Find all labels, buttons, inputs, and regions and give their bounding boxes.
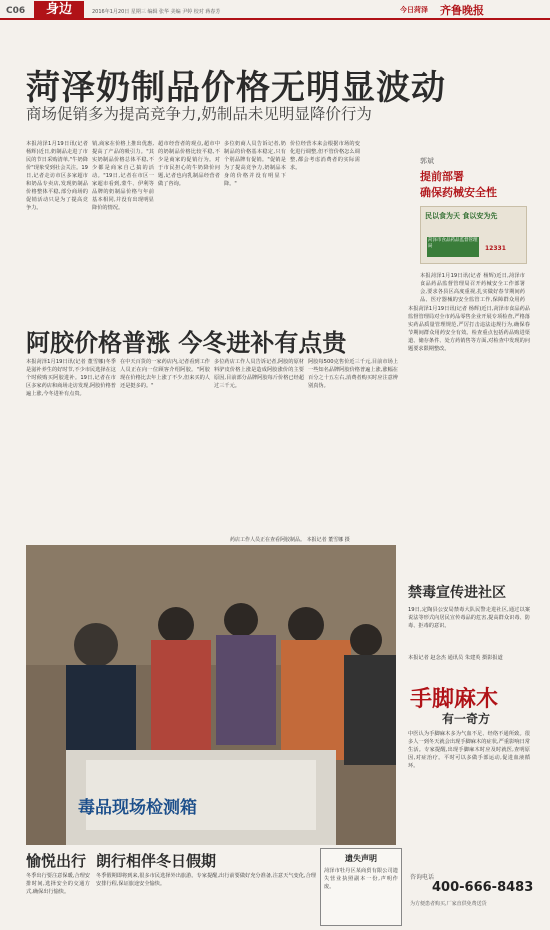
section-tag [34,1,84,19]
ad-feet-phone: 400-666-8483 [432,880,534,895]
leisure-body: 冬季出行要注意保暖,合理安排时间,选择安全的交通方式,确保出行愉快。 [26,873,90,895]
story-ejiao-col2: 在中天百货的一家药店内,记者看到工作人员正在向一位顾客介绍阿胶。"阿胶现在价格比去年上涨了不少,但来买的人还是挺多的。" [120,359,210,389]
leisure-title: 愉悦出行 [26,852,87,870]
brand-small: 今日菏泽 [400,6,428,14]
notice-body: 菏泽市牡丹区某商贸有限公司遗失营业执照副本一份,声明作废。 [324,868,398,890]
date-info: 2016年1月20日 星期三 编辑 张华 美编 尹婷 校对 蒋春芳 [92,9,221,15]
photo-sign: 毒品现场检测箱 [78,798,197,818]
story-milk-title: 菏泽奶制品价格无明显波动 [26,68,446,108]
anti-drug-author: 本报记者 赵念杰 通讯员 朱建英 摄影报道 [408,655,503,661]
ad-feet-title: 手脚麻木 [410,686,499,712]
notice-title: 遗失声明 [345,854,377,863]
story-ejiao-col3: 多位药店工作人员告诉记者,阿胶的原材料驴皮价格上涨是造成阿胶涨价的主要原因,目前部分品牌阿胶每斤价格已经超过三千元。 [214,359,304,389]
notice-box [320,848,402,926]
sidebar-badge-text: 菏泽市食品药品监督管理局 [428,238,478,249]
story-milk-col3: 超市经营者的观点,超市中的奶制品价格比较平稳,不少是商家的促销行为。对于市民担心的牛奶降价问题,记者也向乳制品经营者做了咨询。 [158,141,220,187]
anti-drug-title: 禁毒宣传进社区 [408,585,506,601]
sidebar-hotline: 12331 [485,245,506,252]
photo-caption: 药店工作人员正在查看阿胶制品。 本报记者 董雪娜 摄 [230,537,350,543]
story-milk-col4: 多位奶商人员告诉记者,奶制品的价格基本稳定,只有个别品牌有促销。"促销是为了提高竞争力,奶制品本身的价格并没有明显下降。" [224,141,286,187]
story-ejiao-col4: 阿胶每500克售价近三千元,目前市场上一些知名品牌阿胶价格普遍上涨,涨幅在百分之十五左右,消费者购买时应注意辨别真伪。 [308,359,398,389]
sidebar-author: 郭斌 [420,157,434,165]
travel-body: 冬季假期即将到来,很多市民选择外出旅游。专家提醒,出行前要做好充分准备,注意天气变化,合理安排行程,保证旅途安全愉快。 [96,873,316,887]
sidebar-slogan: 民以食为天 食以安为先 [425,212,498,220]
story-ejiao-title: 阿胶价格普涨 今冬进补有点贵 [26,328,347,357]
story-ejiao-col1: 本报菏泽1月19日讯(记者 董雪娜)冬季是滋补养生的好时节,不少市民选择在这个时候购买阿胶进补。19日,记者在市区多家药店和商场走访发现,阿胶价格普遍上涨,今冬进补有点贵。 [26,359,116,397]
page-number: C06 [6,6,26,16]
news-photo [26,545,396,845]
ad-feet-note: 为方便患者购买,厂家直供免费送货 [410,901,487,907]
sidebar-illustration [420,206,527,264]
sidebar-badge [427,237,479,257]
sidebar-body: 本报菏泽1月19日讯(记者 杨辉)近日,菏泽市食品药品监督管理局召开药械安全工作部署会,要求各县区高度重视,扎实做好春节期间药品、医疗器械的安全监管工作,保障群众用药 [420,273,525,302]
section-label: 身边 [45,2,72,17]
travel-title: 朗行相伴冬日假期 [96,852,217,870]
story-milk-col2: 销,商家在价格上推出优惠,提高了产品的吸引力。"其实奶制品价格总体平稳,不少都是商家自己搞的活动。"19日,记者在市区一家超市看到,蒙牛、伊利等品牌的奶制品价格与年前基本相同,并没有出现明显降价的情况。 [92,141,154,211]
story-milk-col1: 本报菏泽1月19日讯(记者 杨辉)近日,奶制品走进了市民的节日采购清单,"牛奶降价"现象受到社会关注。19日,记者走访市区多家超市和奶品专卖店,发现奶制品价格整体平稳,部分商场的促销活动只是为了提高竞争力。 [26,141,88,211]
sidebar-headline-1: 提前部署 [420,170,464,183]
anti-drug-body: 19日,定陶县公安局禁毒大队民警走进社区,通过以案说法等形式向居民宣传毒品的危害,提高群众识毒、防毒、拒毒的意识。 [408,607,530,629]
ad-feet-body: 中医认为手脚麻木多为气血不足、经络不通所致。很多人一到冬天就会出现手脚麻木的症状,严重影响日常生活。专家提醒,出现手脚麻木时应及时就医,查明原因,对症治疗。平时可以多做手部运动,促进血液循环。 [408,731,530,769]
sidebar-headline-2: 确保药械安全性 [420,186,497,199]
story-milk-subtitle: 商场促销多为提高竞争力,奶制品未见明显降价行为 [26,105,372,123]
story-milk-col5: 价位经营本来会根据市场的变化进行调整,但不管价格怎么调整,都会考虑消费者的实际需求。 [290,141,360,171]
sidebar-lower-body: 本报菏泽1月19日讯(记者 杨辉)近日,菏泽市食品药品监督管理局对全市药品零售企业开展专项检查,严格落实药品质量管理规范,严厉打击违法违规行为,确保春节期间群众用药安全有效。检查重点包括药品购进渠道、储存条件、处方药销售等方面,对检查中发现的问题要求限期整改。 [408,306,530,352]
ad-feet-phone-label: 咨询电话 [410,874,435,881]
brand-logo: 齐鲁晚报 [440,4,484,17]
ad-feet-subtitle: 有一奇方 [442,712,491,726]
